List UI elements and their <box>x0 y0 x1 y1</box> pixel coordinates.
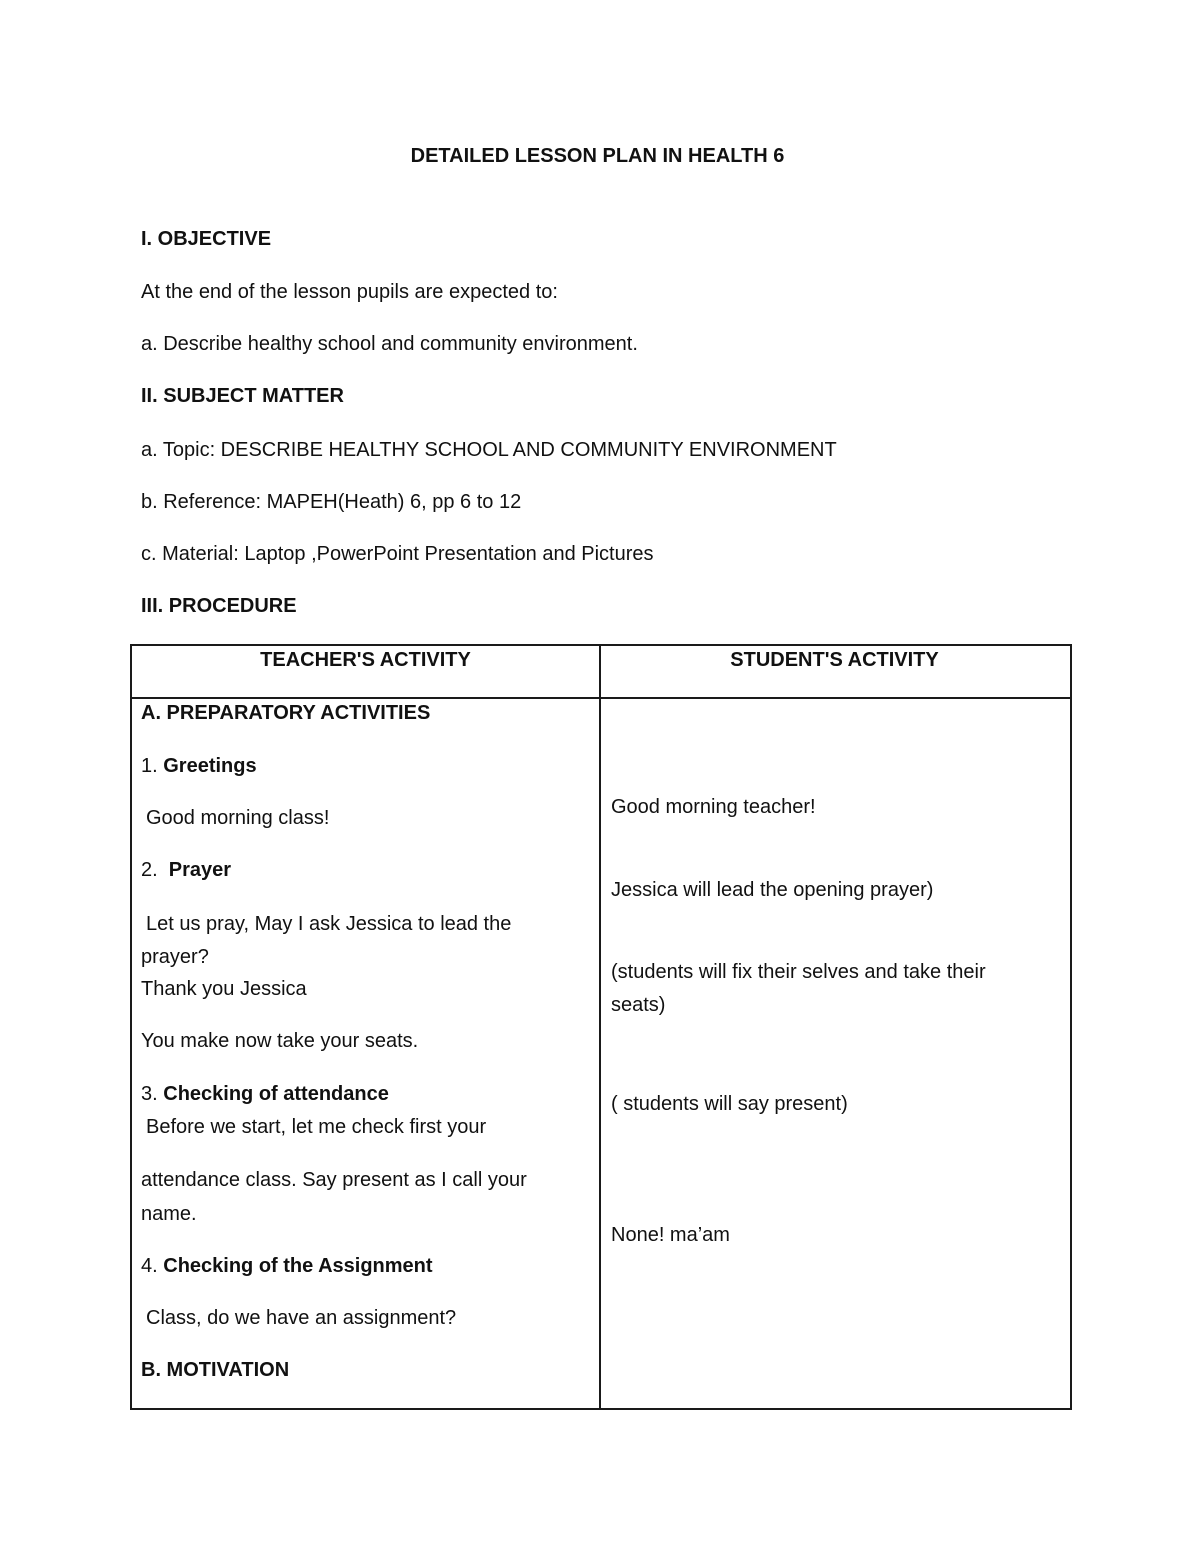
assignment-item <box>141 1256 433 1276</box>
assignment-number: 4. <box>141 1255 164 1277</box>
assignment-title: Checking of the Assignment <box>163 1255 433 1277</box>
greetings-item <box>141 756 257 776</box>
header-student-activity: STUDENT'S ACTIVITY <box>730 649 939 671</box>
student-greeting-response: Good morning teacher! <box>611 796 816 818</box>
student-seats-line-1: (students will fix their selves and take their <box>611 961 986 983</box>
attendance-text-line-3: name. <box>141 1203 197 1225</box>
document-title: DETAILED LESSON PLAN IN HEALTH 6 <box>410 145 785 167</box>
prayer-number: 2. <box>141 859 169 881</box>
greetings-number: 1. <box>141 755 164 777</box>
assignment-text: Class, do we have an assignment? <box>146 1307 457 1329</box>
attendance-text-line-2: attendance class. Say present as I call your <box>141 1169 527 1191</box>
attendance-text-line-1: Before we start, let me check first your <box>146 1116 487 1138</box>
table-column-divider <box>599 644 601 1410</box>
section-preparatory-activities: A. PREPARATORY ACTIVITIES <box>141 702 431 724</box>
student-seats-line-2: seats) <box>611 994 666 1016</box>
attendance-number: 3. <box>141 1083 164 1105</box>
objective-heading: I. OBJECTIVE <box>141 228 272 250</box>
objective-item-a: a. Describe healthy school and community environment. <box>141 333 638 355</box>
procedure-heading: III. PROCEDURE <box>141 595 297 617</box>
prayer-text-line-1: Let us pray, May I ask Jessica to lead the <box>146 913 512 935</box>
prayer-title: Prayer <box>168 859 232 881</box>
prayer-text-line-3: Thank you Jessica <box>141 978 307 1000</box>
prayer-text-line-2: prayer? <box>141 946 209 968</box>
student-attendance-response: ( students will say present) <box>611 1093 848 1115</box>
subject-material: c. Material: Laptop ,PowerPoint Presentation and Pictures <box>141 543 654 565</box>
greetings-title: Greetings <box>163 755 257 777</box>
greetings-text: Good morning class! <box>146 807 330 829</box>
subject-topic: a. Topic: DESCRIBE HEALTHY SCHOOL AND COMMUNITY ENVIRONMENT <box>141 439 837 461</box>
table-border <box>130 644 1072 1410</box>
subject-reference: b. Reference: MAPEH(Heath) 6, pp 6 to 12 <box>141 491 522 513</box>
header-teacher-activity: TEACHER'S ACTIVITY <box>260 649 471 671</box>
attendance-title: Checking of attendance <box>163 1083 389 1105</box>
student-prayer-response: Jessica will lead the opening prayer) <box>611 879 934 901</box>
seats-text: You make now take your seats. <box>141 1030 419 1052</box>
attendance-item <box>141 1084 389 1104</box>
prayer-item <box>141 860 231 880</box>
subject-matter-heading: II. SUBJECT MATTER <box>141 385 344 407</box>
section-motivation: B. MOTIVATION <box>141 1359 290 1381</box>
objective-intro: At the end of the lesson pupils are expected to: <box>141 281 558 303</box>
student-assignment-response: None! ma’am <box>611 1224 730 1246</box>
